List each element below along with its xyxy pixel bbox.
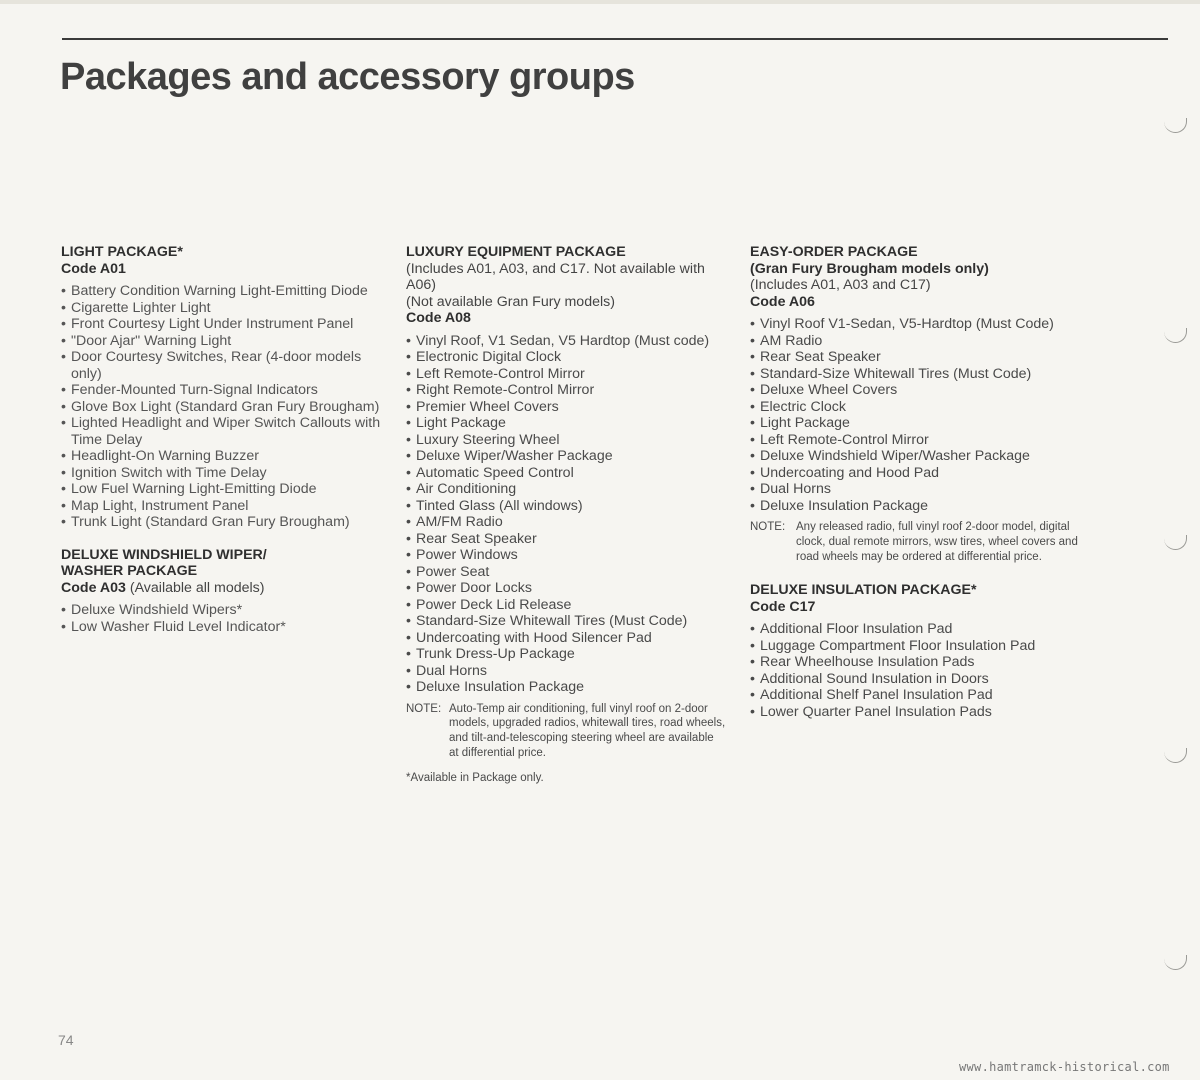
wiper-package-item: • Low Washer Fluid Level Indicator* (61, 619, 381, 636)
easy-order-package-item: • Deluxe Wheel Covers (750, 382, 1080, 399)
luxury-package-includes: (Includes A01, A03, and C17. Not available with A06) (406, 260, 705, 293)
light-package-list (61, 283, 381, 531)
easy-order-package-note (750, 520, 1080, 564)
light-package-item: • Ignition Switch with Time Delay (61, 465, 381, 482)
luxury-package-item: • Automatic Speed Control (406, 465, 726, 482)
luxury-package-item: • Right Remote-Control Mirror (406, 382, 726, 399)
light-package-item: • "Door Ajar" Warning Light (61, 333, 381, 350)
luxury-package-item: • Power Deck Lid Release (406, 597, 726, 614)
easy-order-note-label: NOTE: (750, 521, 786, 533)
wiper-package-item: • Deluxe Windshield Wipers* (61, 602, 381, 619)
easy-order-package-item: • Electric Clock (750, 399, 1080, 416)
page-top-edge (0, 0, 1200, 4)
easy-order-package-item: • Undercoating and Hood Pad (750, 465, 1080, 482)
light-package-item: • Lighted Headlight and Wiper Switch Callouts with Time Delay (61, 415, 381, 448)
easy-order-package-item: • AM Radio (750, 333, 1080, 350)
light-package-item: • Front Courtesy Light Under Instrument Panel (61, 316, 381, 333)
luxury-package-item: • Trunk Dress-Up Package (406, 646, 726, 663)
easy-order-package-section (750, 244, 1080, 564)
binder-hole-mark (1164, 955, 1187, 970)
binder-hole-mark (1164, 748, 1187, 763)
luxury-package-item: • Rear Seat Speaker (406, 531, 726, 548)
light-package-item: • Glove Box Light (Standard Gran Fury Brougham) (61, 399, 381, 416)
luxury-package-item: • Luxury Steering Wheel (406, 432, 726, 449)
luxury-package-item: • Standard-Size Whitewall Tires (Must Code) (406, 613, 726, 630)
insulation-package-item: • Rear Wheelhouse Insulation Pads (750, 654, 1080, 671)
easy-order-package-item: • Vinyl Roof V1-Sedan, V5-Hardtop (Must Code) (750, 316, 1080, 333)
luxury-package-item: • Deluxe Wiper/Washer Package (406, 448, 726, 465)
easy-order-note-text: Any released radio, full vinyl roof 2-door model, digital clock, dual remote mirrors, wsw tires, wheel covers and road wheels may be ordered at differential price. (796, 521, 1078, 563)
wiper-package-availability: (Available all models) (129, 579, 265, 596)
column-right (750, 244, 1080, 720)
insulation-package-item: • Additional Floor Insulation Pad (750, 621, 1080, 638)
easy-order-package-includes: (Includes A01, A03 and C17) (750, 277, 931, 293)
easy-order-package-code: Code A06 (750, 293, 815, 310)
easy-order-package-item: • Dual Horns (750, 481, 1080, 498)
wiper-package-heading-line1: DELUXE WINDSHIELD WIPER/ (61, 546, 267, 563)
column-middle (406, 244, 726, 786)
wiper-package-list (61, 602, 381, 635)
header-rule (62, 38, 1168, 40)
luxury-package-item: • Electronic Digital Clock (406, 349, 726, 366)
insulation-package-list (750, 621, 1080, 720)
luxury-package-item: • Light Package (406, 415, 726, 432)
luxury-package-item: • Tinted Glass (All windows) (406, 498, 726, 515)
insulation-package-item: • Additional Shelf Panel Insulation Pad (750, 687, 1080, 704)
luxury-package-item: • Power Windows (406, 547, 726, 564)
wiper-package-section (61, 547, 381, 636)
luxury-note-label: NOTE: (406, 702, 442, 715)
luxury-package-not-available: (Not available Gran Fury models) (406, 293, 615, 310)
light-package-item: • Map Light, Instrument Panel (61, 498, 381, 515)
light-package-item: • Cigarette Lighter Light (61, 300, 381, 317)
easy-order-package-item: • Left Remote-Control Mirror (750, 432, 1080, 449)
luxury-package-note (406, 702, 726, 761)
package-only-footnote: *Available in Package only. (406, 771, 544, 784)
luxury-package-item: • Undercoating with Hood Silencer Pad (406, 630, 726, 647)
easy-order-package-item: • Rear Seat Speaker (750, 349, 1080, 366)
light-package-heading: LIGHT PACKAGE* (61, 244, 183, 260)
light-package-code: Code A01 (61, 260, 126, 277)
easy-order-package-item: • Light Package (750, 415, 1080, 432)
binder-hole-mark (1164, 328, 1187, 343)
insulation-package-code: Code C17 (750, 598, 816, 615)
light-package-item: • Trunk Light (Standard Gran Fury Brougham) (61, 514, 381, 531)
luxury-note-text: Auto-Temp air conditioning, full vinyl roof on 2-door models, upgraded radios, whitewall tires, road wheels, and tilt-and-telescoping steering wheel are available at differential price. (449, 702, 726, 759)
easy-order-package-heading: EASY-ORDER PACKAGE (750, 244, 918, 260)
luxury-package-item: • Air Conditioning (406, 481, 726, 498)
wiper-package-heading-line2: WASHER PACKAGE (61, 563, 198, 579)
column-left (61, 244, 381, 635)
luxury-package-item: • Deluxe Insulation Package (406, 679, 726, 696)
insulation-package-section (750, 582, 1080, 720)
insulation-package-item: • Additional Sound Insulation in Doors (750, 671, 1080, 688)
easy-order-package-item: • Deluxe Insulation Package (750, 498, 1080, 515)
luxury-package-item: • Dual Horns (406, 663, 726, 680)
luxury-package-section (406, 244, 726, 786)
wiper-package-code-line (61, 580, 381, 597)
easy-order-package-item: • Standard-Size Whitewall Tires (Must Code) (750, 366, 1080, 383)
binder-hole-mark (1164, 118, 1187, 133)
easy-order-package-item: • Deluxe Windshield Wiper/Washer Package (750, 448, 1080, 465)
light-package-item: • Low Fuel Warning Light-Emitting Diode (61, 481, 381, 498)
easy-order-package-subheading: (Gran Fury Brougham models only) (750, 260, 989, 277)
insulation-package-item: • Luggage Compartment Floor Insulation Pad (750, 638, 1080, 655)
website-watermark: www.hamtramck-historical.com (959, 1060, 1170, 1074)
wiper-package-code: Code A03 (61, 579, 126, 596)
binder-hole-mark (1164, 535, 1187, 550)
light-package-item: • Door Courtesy Switches, Rear (4-door models only) (61, 349, 381, 382)
luxury-package-code: Code A08 (406, 310, 471, 326)
luxury-package-item: • Power Seat (406, 564, 726, 581)
insulation-package-heading: DELUXE INSULATION PACKAGE* (750, 582, 977, 599)
light-package-section (61, 244, 381, 531)
light-package-item: • Headlight-On Warning Buzzer (61, 448, 381, 465)
luxury-package-item: • Power Door Locks (406, 580, 726, 597)
page-number: 74 (58, 1032, 74, 1048)
light-package-item: • Battery Condition Warning Light-Emitting Diode (61, 283, 381, 300)
light-package-item: • Fender-Mounted Turn-Signal Indicators (61, 382, 381, 399)
insulation-package-item: • Lower Quarter Panel Insulation Pads (750, 704, 1080, 721)
luxury-package-item: • Vinyl Roof, V1 Sedan, V5 Hardtop (Must code) (406, 333, 726, 350)
luxury-package-heading: LUXURY EQUIPMENT PACKAGE (406, 244, 626, 260)
luxury-package-item: • Left Remote-Control Mirror (406, 366, 726, 383)
luxury-package-list (406, 333, 726, 696)
page-title: Packages and accessory groups (60, 56, 635, 98)
luxury-package-item: • AM/FM Radio (406, 514, 726, 531)
luxury-package-item: • Premier Wheel Covers (406, 399, 726, 416)
easy-order-package-list (750, 316, 1080, 514)
